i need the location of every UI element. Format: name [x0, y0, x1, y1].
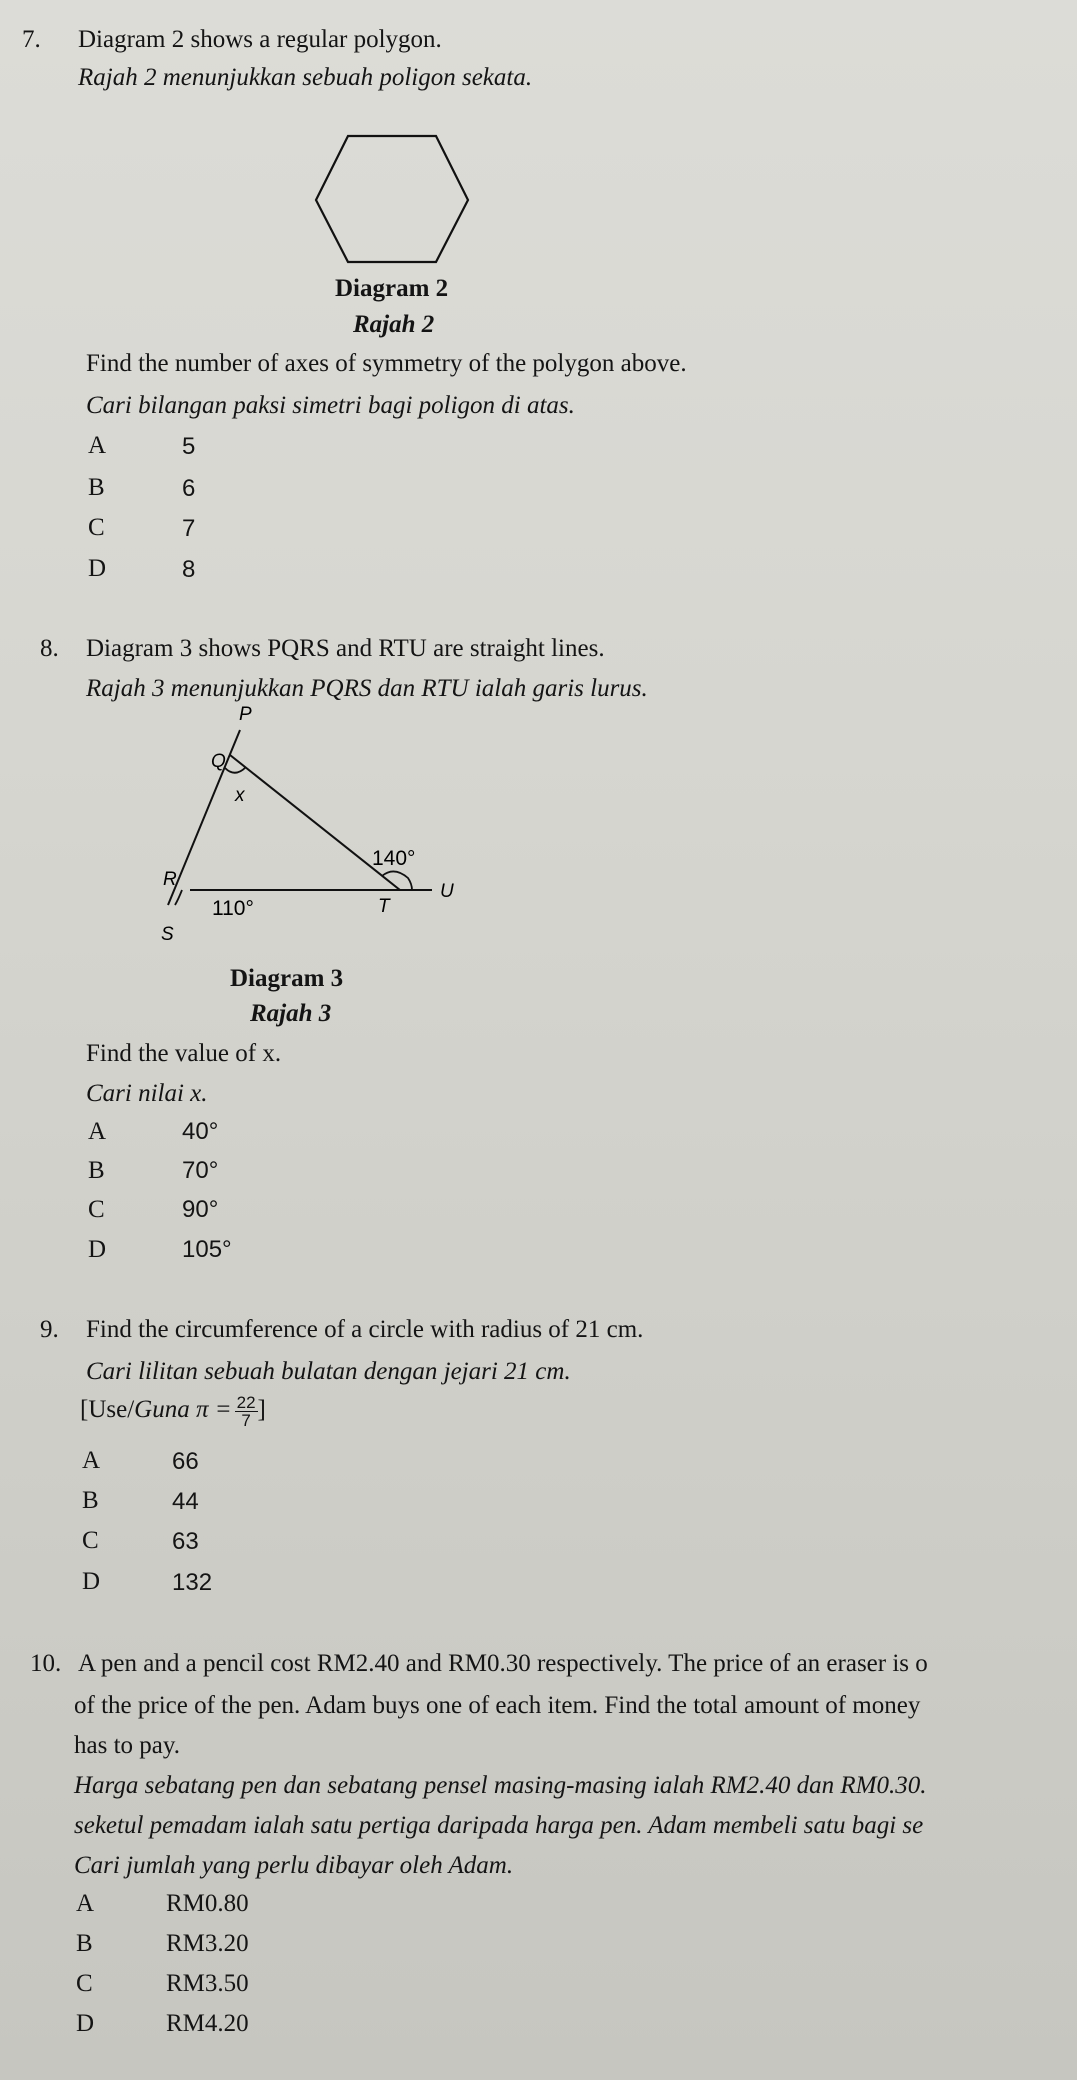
q7-option-value[interactable]: 6 — [182, 475, 196, 502]
q10-option-letter[interactable]: A — [76, 1890, 95, 1917]
hint-pi: π = — [195, 1396, 232, 1424]
q9-option-value[interactable]: 132 — [172, 1569, 213, 1596]
hint-prefix: [Use/ — [80, 1396, 135, 1424]
label-t: T — [378, 896, 390, 917]
q10-option-letter[interactable]: B — [76, 1930, 93, 1957]
q9-statement-ms: Cari lilitan sebuah bulatan dengan jejari 21 cm. — [86, 1358, 571, 1385]
q10-option-letter[interactable]: D — [76, 2010, 95, 2037]
q10-statement-en-2: of the price of the pen. Adam buys one of each item. Find the total amount of money — [74, 1692, 921, 1719]
q8-caption-en: Diagram 3 — [230, 965, 344, 992]
q10-statement-ms-2: seketul pemadam ialah satu pertiga daripada harga pen. Adam membeli satu bagi se — [74, 1812, 924, 1839]
q7-question-en: Find the number of axes of symmetry of the polygon above. — [86, 350, 687, 377]
fraction-denominator: 7 — [241, 1411, 251, 1430]
line-pqrs — [168, 730, 240, 905]
q8-number: 8. — [40, 635, 59, 662]
q8-statement-en: Diagram 3 shows PQRS and RTU are straight lines. — [86, 635, 605, 662]
q10-option-value[interactable]: RM0.80 — [166, 1890, 249, 1917]
label-angle-t: 140° — [372, 847, 416, 870]
q10-option-value[interactable]: RM4.20 — [166, 2010, 249, 2037]
angle-arc-r — [175, 890, 182, 905]
pi-fraction — [235, 1394, 258, 1429]
q7-statement-ms: Rajah 2 menunjukkan sebuah poligon sekata. — [78, 64, 533, 91]
q9-option-value[interactable]: 66 — [172, 1448, 199, 1475]
label-s: S — [161, 924, 174, 945]
q7-option-letter[interactable]: A — [88, 432, 107, 459]
label-p: P — [239, 704, 252, 725]
hint-suffix: ] — [257, 1396, 266, 1424]
q7-option-value[interactable]: 8 — [182, 556, 196, 583]
q8-caption-ms: Rajah 3 — [250, 1000, 332, 1027]
q8-option-letter[interactable]: C — [88, 1196, 105, 1223]
label-q: Q — [211, 751, 226, 772]
q10-option-value[interactable]: RM3.20 — [166, 1930, 249, 1957]
q10-statement-ms-1: Harga sebatang pen dan sebatang pensel masing-masing ialah RM2.40 dan RM0.30. — [74, 1772, 927, 1799]
q8-statement-ms: Rajah 3 menunjukkan PQRS dan RTU ialah garis lurus. — [86, 675, 648, 702]
q10-statement-en-3: has to pay. — [74, 1732, 180, 1759]
q9-option-letter[interactable]: A — [82, 1447, 101, 1474]
q8-option-value[interactable]: 90° — [182, 1196, 219, 1223]
label-r: R — [163, 869, 177, 890]
label-angle-r: 110° — [212, 897, 254, 920]
angle-arc-q — [225, 767, 246, 773]
q8-question-en: Find the value of x. — [86, 1040, 282, 1067]
q9-pi-hint — [80, 1394, 266, 1429]
triangle-diagram — [150, 700, 470, 950]
q10-statement-en-1: A pen and a pencil cost RM2.40 and RM0.30 respectively. The price of an eraser is o — [78, 1650, 928, 1677]
q10-option-value[interactable]: RM3.50 — [166, 1970, 249, 1997]
q8-question-ms: Cari nilai x. — [86, 1080, 208, 1107]
q7-option-value[interactable]: 7 — [182, 515, 196, 542]
q7-number: 7. — [22, 26, 41, 53]
hexagon-diagram — [310, 130, 480, 270]
q7-option-value[interactable]: 5 — [182, 433, 196, 460]
label-u: U — [440, 881, 454, 902]
q8-option-letter[interactable]: D — [88, 1236, 107, 1263]
q10-option-letter[interactable]: C — [76, 1970, 93, 1997]
q7-caption-en: Diagram 2 — [335, 275, 449, 302]
q9-number: 9. — [40, 1316, 59, 1343]
q9-option-value[interactable]: 63 — [172, 1528, 199, 1555]
q9-statement-en: Find the circumference of a circle with radius of 21 cm. — [86, 1316, 644, 1343]
q7-statement-en: Diagram 2 shows a regular polygon. — [78, 26, 442, 53]
q10-number: 10. — [30, 1650, 62, 1677]
q7-option-letter[interactable]: B — [88, 474, 105, 501]
q8-option-letter[interactable]: A — [88, 1118, 107, 1145]
q9-option-letter[interactable]: D — [82, 1568, 101, 1595]
regular-hexagon — [316, 136, 468, 262]
q8-option-value[interactable]: 40° — [182, 1118, 219, 1145]
q8-option-value[interactable]: 70° — [182, 1157, 219, 1184]
q9-option-letter[interactable]: B — [82, 1487, 99, 1514]
fraction-numerator: 22 — [236, 1393, 256, 1412]
q7-option-letter[interactable]: C — [88, 514, 105, 541]
q8-option-letter[interactable]: B — [88, 1157, 105, 1184]
label-x: x — [235, 785, 245, 806]
q7-question-ms: Cari bilangan paksi simetri bagi poligon di atas. — [86, 392, 575, 419]
q10-statement-ms-3: Cari jumlah yang perlu dibayar oleh Adam. — [74, 1852, 514, 1879]
q7-caption-ms: Rajah 2 — [353, 311, 435, 338]
q7-option-letter[interactable]: D — [88, 555, 107, 582]
q8-option-value[interactable]: 105° — [182, 1236, 232, 1263]
hint-guna: Guna — [134, 1396, 190, 1424]
q9-option-letter[interactable]: C — [82, 1527, 99, 1554]
q9-option-value[interactable]: 44 — [172, 1488, 199, 1515]
